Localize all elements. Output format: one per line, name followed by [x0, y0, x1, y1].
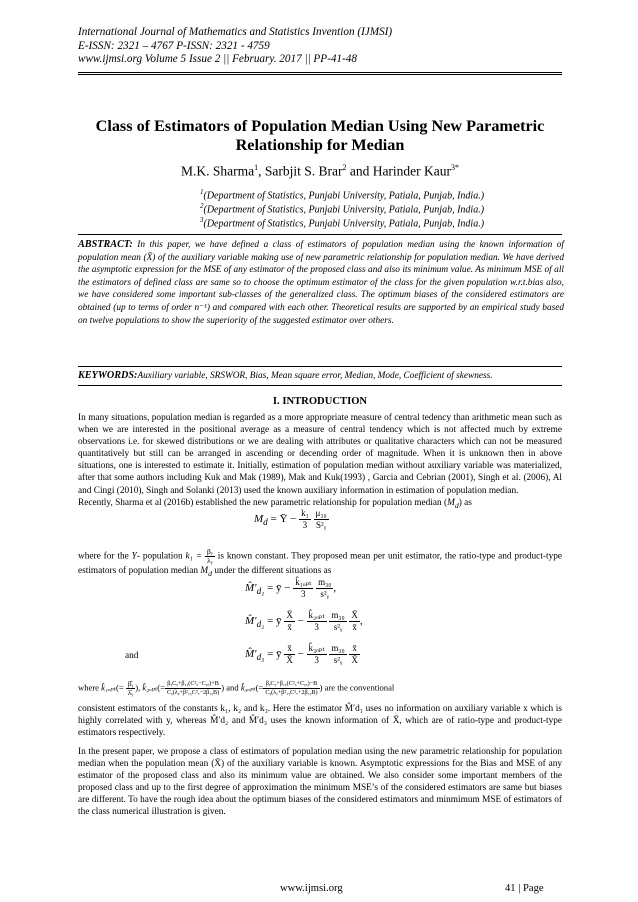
journal-header — [78, 26, 392, 67]
abstract-rule-bottom — [78, 366, 562, 367]
fraction: $\frac{\text{βᵧ}}{\text{λᵧ}}$ — [207, 547, 213, 565]
abstract-label: ABSTRACT: — [78, 239, 133, 250]
keywords-text: Auxiliary variable, SRSWOR, Bias, Mean square error, Median, Mode, Coefficient of skewness. — [137, 371, 493, 381]
intro-paragraph-4: consistent estimators of the constants k₁, k₂ and k₃. Here the estimator M̂′d₁ uses no information on auxiliary variable x which is highly correlated with y, whereas M̂′d₂ and M̂′d₃ uses the known information of X̄, which are of ratio-type and product-type estimators respectively. — [78, 704, 562, 739]
abstract-text-3: ) and compared with each other. Theoretical results are supported by an empirical study based on twelve populations to show the superiority of the suggested estimator over others. — [78, 302, 564, 326]
fraction: $\frac{X̄}{x̄}$ — [286, 610, 293, 632]
journal-name: International Journal of Mathematics and Statistics Invention (IJMSI) — [78, 26, 393, 38]
equation-estimator-3: $M̂'_{d_3}$ = ȳ $\frac{x̄}{X̄}$ − $\frac{\text{k̂₃ₒₚₜ}}{3}$ $\frac{\text{m₃₀}}{\text{s²ᵧ}}$ $\frac{x̄}{X̄}$ — [245, 643, 358, 665]
author-list — [78, 163, 562, 180]
abstract-order: n⁻¹ — [194, 302, 207, 313]
author-3-sup: 3* — [451, 163, 460, 172]
journal-volume: www.ijmsi.org Volume 5 Issue 2 || February. 2017 || PP-41-48 — [78, 53, 357, 65]
author-2-sup: 2 — [342, 163, 347, 172]
header-rule-top — [78, 72, 562, 73]
journal-issn: E-ISSN: 2321 – 4767 P-ISSN: 2321 - 4759 — [78, 39, 270, 52]
intro-paragraph-1: In many situations, population median is regarded as a more appropriate measure of central tedency than arithmetic mean such as when we are interested in the positional average as a measure of central tendency which is not affected much by extreme observations i.e. for skewed distributions or we are dealing with attributes or qualitative characters which can not be measured quantitatively but still can be arranged in ascending or decending order of magnitude. When it is unknown then in above situations, one is interested to estimate it. Initially, estimation of population median without auxiliary variable was materialized, after that some authors including Kuk and Mak (1989), Mak and Kuk(1993) , Garcia and Cebrian (2001), Singh et al. (2006), Al and Cingi (2010), Singh and Solanki (2013) used the known auxiliary information in estimation of population median. — [78, 413, 562, 496]
fraction: $\frac{\text{βᵧCᵧ+β₁ᵧ(C²ₓ+Cᵧₓ)−B}}{\text{Cᵧ(λᵧ+β²₁ᵧC²ₓ+2β₁ᵧB)}}$ — [265, 680, 318, 696]
fraction: $\frac{\text{k̂₂ₒₚₜ}}{3}$ — [308, 610, 325, 632]
intro-paragraph-5: In the present paper, we propose a class of estimators of population median using the new parametric relationship for population median when the population mean (X̄) of the auxiliary variable is known. Asymptotic expressions for the Bias and MSE of any estimator of the proposed class and also its minimum value are obtained. We also consider some important members of the proposed class and up to the first degree of approximation the minimum MSE’s of the considered estimators are same but biases are different. To have the rough idea about the optimum biases of the considered estimators and minmimum MSE of estimators of the class numerical illustration is given. — [78, 747, 562, 818]
header-rule-bottom — [78, 74, 562, 75]
affiliation-1: $^1$(Department of Statistics, Punjabi University, Patiala, Punjab, India.) — [200, 188, 485, 202]
intro-paragraph-2: Recently, Sharma et al (2016b) established the new parametric relationship for population median $(M_d)$ as — [78, 498, 472, 510]
author-3: and Harinder Kaur — [346, 163, 452, 179]
affiliation-3: $^3$(Department of Statistics, Punjabi University, Patiala, Punjab, India.) — [200, 216, 485, 230]
footer-page-number: 41 | Page — [505, 883, 544, 894]
fraction: $\frac{\text{μ₃₀}}{\text{S²ᵧ}}$ — [315, 508, 327, 530]
footer-url[interactable]: www.ijmsi.org — [280, 883, 343, 894]
fraction: $\frac{\text{k₁}}{3}$ — [301, 508, 309, 530]
where-line: where k̂₁ₒₚₜ(= $\frac{\text{β̂ᵧ}}{\text{λ̂ᵧ}}$ ), k̂₂ₒₚₜ(= $\frac{\text{βᵧCᵧ+β₁ᵧ(C²ₓ−Cᵧₓ)+B}}{\text{Cᵧ(λᵧ+β²₁ᵧC²ₓ−2β₁ᵧB)}}$ ) and k̂₃ₒₚₜ(= $\frac{\text{βᵧCᵧ+β₁ᵧ(C²ₓ+Cᵧₓ)−B}}{\text{Cᵧ(λᵧ+β²₁ᵧC²ₓ+2β₁ᵧB)}}$ ) are the conventional — [78, 680, 395, 697]
fraction: $\frac{\text{k̂₁ₒₚₜ}}{3}$ — [295, 577, 312, 599]
keywords-label: KEYWORDS: — [78, 370, 138, 381]
fraction: $\frac{\text{βᵧCᵧ+β₁ᵧ(C²ₓ−Cᵧₓ)+B}}{\text{Cᵧ(λᵧ+β²₁ᵧC²ₓ−2β₁ᵧB)}}$ — [166, 680, 220, 696]
intro-paragraph-3: where for the Y- population k₁ = $\frac{\text{βᵧ}}{\text{λᵧ}}$ is known constant. They proposed mean per unit estimator, the ratio-type and product-type estimators of population median $M_d$ under the different situations as — [78, 547, 562, 578]
affiliation-2: $^2$(Department of Statistics, Punjabi University, Patiala, Punjab, India.) — [200, 202, 485, 216]
and-label: and — [125, 651, 139, 661]
keywords — [78, 370, 564, 381]
abstract-text-1: In this paper, we have defined a class of estimators of population median using the known information of population mean ( — [78, 240, 564, 263]
abstract-text-2: ) of the auxiliary variable making use of new parametric relationship for population median. We have derived the asymptotic expression for the MSE of any estimator of the proposed class and also its minimum value. As minimum MSE of all the estimators of defined class are same so to choose the optimum estimator of the class for the given population w.r.t.bias also, we have considered some important sub-classes of the generalized class. The optimum biases of the considered estimators are obtained (up to terms of order — [78, 252, 564, 313]
paper-title — [78, 117, 562, 155]
equation-median-relationship: $M_d$ = Ȳ − $\frac{\text{k₁}}{3}$ $\frac{\text{μ₃₀}}{\text{S²ᵧ}}$ — [254, 508, 327, 530]
fraction: $\frac{\text{β̂ᵧ}}{\text{λ̂ᵧ}}$ — [127, 680, 134, 697]
abstract-xbar: X̄ — [146, 252, 153, 263]
abstract — [78, 239, 564, 327]
title-line-1: Class of Estimators of Population Median Using New Parametric — [95, 117, 545, 135]
fraction: $\frac{\text{m₃₀}}{\text{s²ᵧ}}$ — [331, 643, 345, 665]
section-heading: I. INTRODUCTION — [272, 396, 368, 407]
fraction: $\frac{x̄}{X̄}$ — [286, 643, 293, 665]
equation-estimator-2: $M̂'_{d_2}$ = ȳ $\frac{X̄}{x̄}$ − $\frac{\text{k̂₂ₒₚₜ}}{3}$ $\frac{\text{m₃₀}}{\text{s²ᵧ}}$ $\frac{X̄}{x̄}$ , — [245, 610, 363, 632]
fraction: $\frac{\text{m₃₀}}{\text{s²ᵧ}}$ — [318, 577, 332, 599]
fraction: $\frac{X̄}{x̄}$ — [351, 610, 358, 632]
author-1-sup: 1 — [254, 163, 259, 172]
keywords-rule — [78, 385, 562, 386]
abstract-rule-top — [78, 234, 562, 235]
fraction: $\frac{\text{k̂₃ₒₚₜ}}{3}$ — [308, 643, 325, 665]
author-1: M.K. Sharma — [180, 163, 255, 179]
fraction: $\frac{x̄}{X̄}$ — [351, 643, 358, 665]
equation-estimator-1: $M̂'_{d_1}$ = ȳ − $\frac{\text{k̂₁ₒₚₜ}}{3}$ $\frac{\text{m₃₀}}{\text{s²ᵧ}}$ , — [245, 577, 337, 599]
fraction: $\frac{\text{m₃₀}}{\text{s²ᵧ}}$ — [331, 610, 345, 632]
title-line-2: Relationship for Median — [235, 136, 405, 154]
author-2: , Sarbjit S. Brar — [258, 163, 343, 179]
